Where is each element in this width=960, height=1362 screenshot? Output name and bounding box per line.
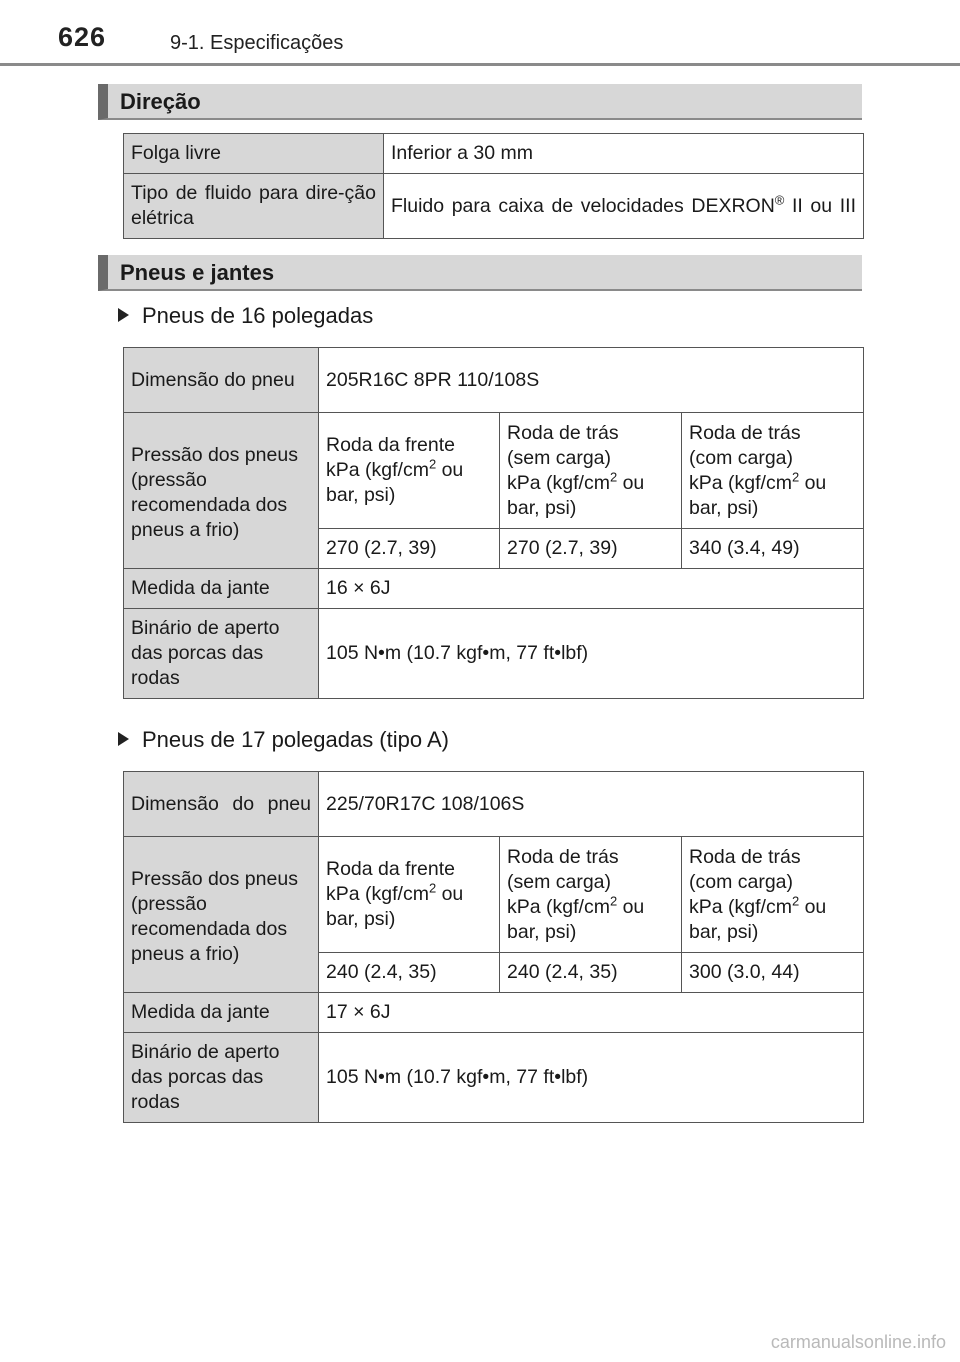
- table-row: [124, 413, 864, 529]
- col-front: Roda da frente kPa ($kgf/cm^2$ ou bar, psi): [319, 413, 500, 529]
- dim-value: 205R16C 8PR 110/108S: [319, 348, 864, 413]
- page-number: 626: [58, 22, 107, 52]
- triangle-bullet-icon: [118, 732, 129, 746]
- chapter-title: 9-1. Especificações: [170, 32, 344, 54]
- section-title: Direção: [120, 89, 201, 114]
- rim-value: 16 × 6J: [319, 569, 864, 609]
- row-label: Tipo de fluido para dire-ção elétrica: [124, 174, 384, 239]
- row-value: Fluido para caixa de velocidades DEXRON® II ou III: [384, 174, 864, 239]
- rim-value: 17 × 6J: [319, 993, 864, 1033]
- tire-table-17: [123, 771, 864, 1123]
- torque-label: Binário de aperto das porcas das rodas: [124, 609, 319, 699]
- header-rule: [0, 63, 960, 66]
- table-row: [124, 772, 864, 837]
- dim-label: Dimensão do pneu: [124, 772, 319, 837]
- pressure-label: Pressão dos pneus (pressão recomendada dos pneus a frio): [124, 837, 319, 993]
- pressure-value: 240 (2.4, 35): [319, 953, 500, 993]
- table-row: [124, 837, 864, 953]
- pressure-label: Pressão dos pneus (pressão recomendada dos pneus a frio): [124, 413, 319, 569]
- row-label: Folga livre: [124, 134, 384, 174]
- table-row: [124, 1033, 864, 1123]
- triangle-bullet-icon: [118, 308, 129, 322]
- table-row: [124, 348, 864, 413]
- pressure-value: 270 (2.7, 39): [319, 529, 500, 569]
- table-row: [124, 569, 864, 609]
- pressure-value: 340 (3.4, 49): [682, 529, 864, 569]
- torque-label: Binário de aperto das porcas das rodas: [124, 1033, 319, 1123]
- torque-value: 105 N•m (10.7 kgf•m, 77 ft•lbf): [319, 1033, 864, 1123]
- row-value: Inferior a 30 mm: [384, 134, 864, 174]
- table-row: [124, 134, 864, 174]
- section-direcao: [98, 84, 862, 120]
- table-row: [124, 174, 864, 239]
- torque-value: 105 N•m (10.7 kgf•m, 77 ft•lbf): [319, 609, 864, 699]
- table-row: [124, 993, 864, 1033]
- col-rear-loaded: Roda de trás (com carga) kPa ($kgf/cm^2$ ou bar, psi): [682, 837, 864, 953]
- pressure-value: 240 (2.4, 35): [500, 953, 682, 993]
- col-rear-unloaded: Roda de trás (sem carga) kPa ($kgf/cm^2$ ou bar, psi): [500, 413, 682, 529]
- col-front: Roda da frente kPa ($kgf/cm^2$ ou bar, psi): [319, 837, 500, 953]
- dim-value: 225/70R17C 108/106S: [319, 772, 864, 837]
- section-title: Pneus e jantes: [120, 260, 275, 285]
- pressure-value: 300 (3.0, 44): [682, 953, 864, 993]
- rim-label: Medida da jante: [124, 569, 319, 609]
- direcao-table: [123, 133, 864, 239]
- pressure-value: 270 (2.7, 39): [500, 529, 682, 569]
- table-row: [124, 609, 864, 699]
- dim-label: Dimensão do pneu: [124, 348, 319, 413]
- col-rear-unloaded: Roda de trás (sem carga) kPa ($kgf/cm^2$ ou bar, psi): [500, 837, 682, 953]
- subheading-17: Pneus de 17 polegadas (tipo A): [118, 727, 449, 753]
- col-rear-loaded: Roda de trás (com carga) kPa ($kgf/cm^2$ ou bar, psi): [682, 413, 864, 529]
- section-pneus: [98, 255, 862, 291]
- rim-label: Medida da jante: [124, 993, 319, 1033]
- subheading-16: Pneus de 16 polegadas: [118, 303, 373, 329]
- tire-table-16: [123, 347, 864, 699]
- watermark: carmanualsonline.info: [770, 1332, 946, 1352]
